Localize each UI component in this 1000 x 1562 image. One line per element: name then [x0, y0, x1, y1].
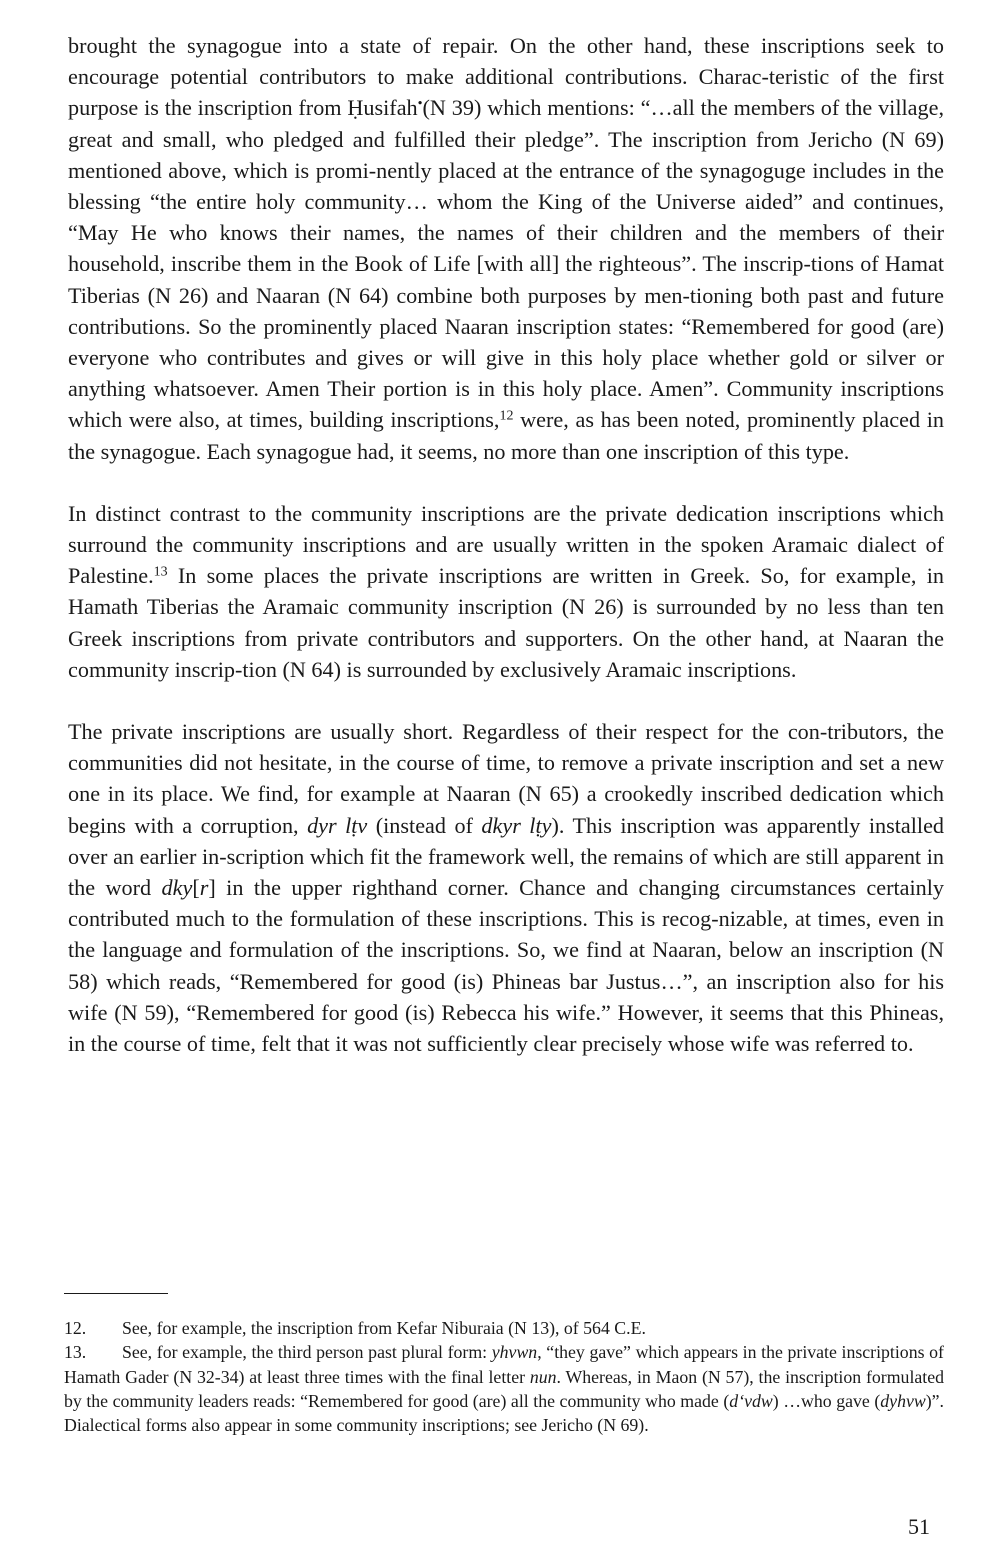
text-run: brought the synagogue into a state of repair. On the other hand, these inscriptions seek to encourage potential contributors to make additional contributions. Charac-teristic of the first purpose is the inscription from Ḥusifah [68, 33, 944, 121]
paragraph [68, 716, 944, 1059]
footnote-text [122, 1318, 646, 1338]
page-number: 51 [908, 1514, 930, 1539]
italic-text: dkyr lṭy [481, 812, 552, 838]
text-run: See, for example, the third person past plural form: [122, 1342, 492, 1363]
footnote-text [64, 1342, 944, 1435]
text-run: ] in the upper righthand corner. Chance and changing circumstances certainly contributed much to the formulation of these inscriptions. This is recog-nizable, at times, even in the language and formulation of the inscriptions. So, we find at Naaran, below an inscription (N 58) which reads, “Remembered for good (is) Phineas bar Justus…”, an inscription also for his wife (N 59), “Remembered for good (is) Rebecca his wife.” However, it seems that this Phineas, in the course of time, felt that it was not sufficiently clear precisely whose wife was referred to. [68, 875, 944, 1057]
italic-text: r [199, 875, 209, 901]
page-body [68, 30, 944, 1059]
italic-text: dyr lṭv [307, 812, 368, 838]
footnote-marker: 12 [499, 408, 514, 424]
footnote-marker: 13 [153, 564, 168, 580]
text-run: See, for example, the inscription from Kefar Niburaia (N 13), of 564 C.E. [122, 1318, 646, 1338]
text-run: ). This inscription was apparently installed over an earlier in-scription which fit the framework well, the remains of which are still apparent in the word [68, 812, 945, 901]
italic-text: d‘vdw [729, 1390, 773, 1411]
italic-text: dyhvw [880, 1390, 926, 1411]
footnote [64, 1340, 944, 1437]
footnote-number: 13. [64, 1342, 87, 1363]
footnote-marker: • [417, 96, 423, 112]
footnote [64, 1316, 944, 1340]
text-run: . Whereas, in Maon (N 57), the inscription formulated by the community leaders reads: “Remembered for good (are) all the community who made ( [64, 1366, 944, 1411]
footnotes [64, 1316, 944, 1437]
italic-text: dky [161, 875, 193, 901]
text-run: , “they gave” which appears in the private inscriptions of Hamath Gader (N 32-34) at least three times with the final letter [64, 1342, 944, 1387]
text-run: ) …who gave ( [772, 1390, 881, 1411]
italic-text: yhvwn [491, 1342, 538, 1363]
paragraph [68, 30, 944, 467]
text-run: In distinct contrast to the community inscriptions are the private dedication inscriptions which surround the community inscriptions and are usually written in the spoken Aramaic dialect of Palestine. [68, 500, 944, 589]
italic-text: nun [529, 1366, 557, 1387]
text-run: were, as has been noted, prominently placed in the synagogue. Each synagogue had, it seems, no more than one inscription of this type. [68, 407, 945, 464]
footnote-separator [64, 1293, 168, 1294]
paragraph [68, 498, 944, 685]
text-run: [ [192, 875, 200, 901]
text-run: (instead of [367, 812, 482, 838]
footnote-number: 12. [64, 1318, 87, 1338]
text-run: )”. Dialectical forms also appear in some community inscriptions; see Jericho (N 69). [64, 1390, 944, 1436]
text-run: (N 39) which mentions: “…all the members of the village, great and small, who pledged and fulfilled their pledge”. The inscription from Jericho (N 69) mentioned above, which is promi-nently placed at the entrance of the synagoguge includes in the blessing “the entire holy community… whom the King of the Universe aided” and continues, “May He who knows their names, the names of their children and the members of their household, inscribe them in the Book of Life [with all] the righteous”. The inscrip-tions of Hamat Tiberias (N 26) and Naaran (N 64) combine both purposes by men-tioning both past and future contributions. So the prominently placed Naaran inscription states: “Remembered for good (are) everyone who contributes and gives or will give in this holy place whether gold or silver or anything whatsoever. Amen Their portion is in this holy place. Amen”. Community inscriptions which were also, at times, building inscriptions, [68, 95, 944, 433]
text-run: The private inscriptions are usually short. Regardless of their respect for the con-tributors, the communities did not hesitate, in the course of time, to remove a private inscription and set a new one in its place. We find, for example at Naaran (N 65) a crookedly inscribed dedication which begins with a corruption, [68, 719, 944, 838]
text-run: In some places the private inscriptions are written in Greek. So, for example, in Hamath Tiberias the Aramaic community inscription (N 26) is surrounded by no less than ten Greek inscriptions from private contributors and supporters. On the other hand, at Naaran the community inscrip-tion (N 64) is surrounded by exclusively Aramaic inscriptions. [68, 563, 944, 682]
